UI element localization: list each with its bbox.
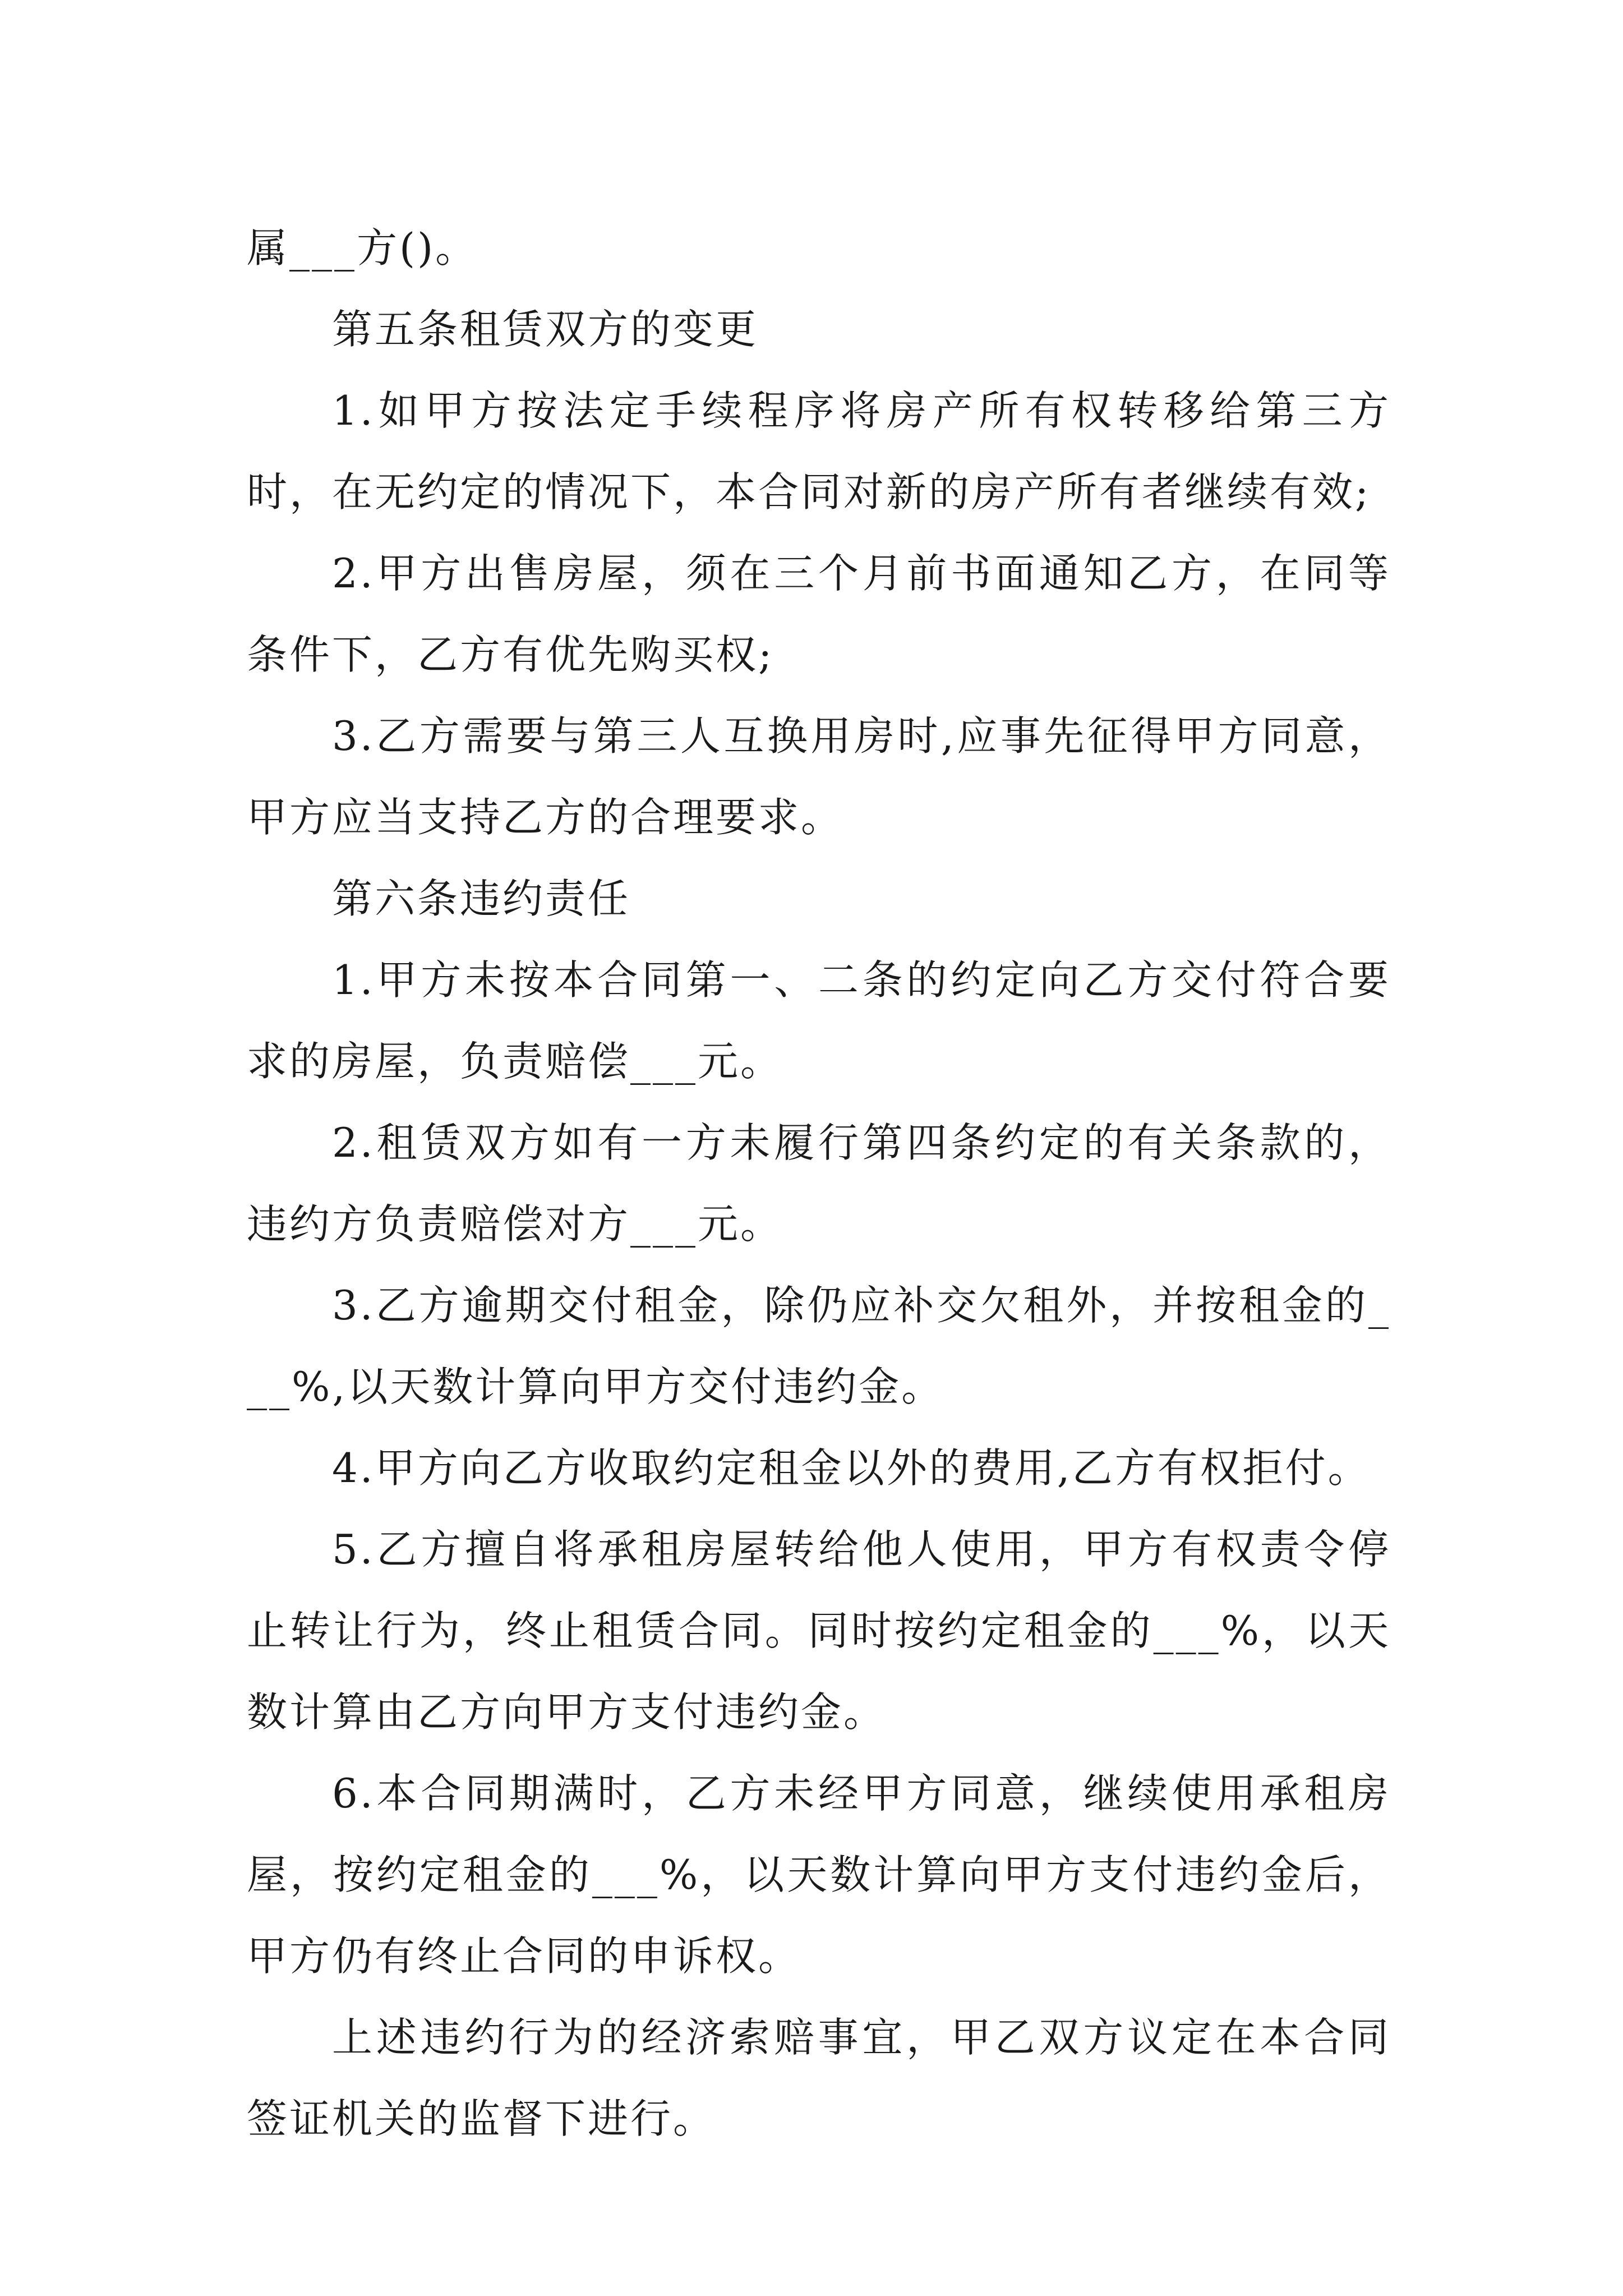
article-6-clause-1: 1.甲方未按本合同第一、二条的约定向乙方交付符合要求的房屋，负责赔偿___元。 <box>247 956 1391 1085</box>
article-6-clause-6: 6.本合同期满时，乙方未经甲方同意，继续使用承租房屋，按约定租金的___%，以天数计算向甲方支付违约金后，甲方仍有终止合同的申诉权。 <box>247 1770 1391 1980</box>
closing-paragraph: 上述违约行为的经济索赔事宜，甲乙双方议定在本合同签证机关的监督下进行。 <box>247 2014 1391 2142</box>
article-6-clause-2: 2.租赁双方如有一方未履行第四条约定的有关条款的，违约方负责赔偿对方___元。 <box>247 1119 1391 1248</box>
article-5-clause-1: 1.如甲方按法定手续程序将房产所有权转移给第三方时，在无约定的情况下，本合同对新的房产所有者继续有效; <box>247 387 1391 516</box>
section-heading-article-5: 第五条租赁双方的变更 <box>332 306 759 353</box>
article-6-clause-4: 4.甲方向乙方收取约定租金以外的费用,乙方有权拒付。 <box>332 1444 1371 1492</box>
section-heading-article-6: 第六条违约责任 <box>332 875 631 922</box>
article-6-clause-5: 5.乙方擅自将承租房屋转给他人使用，甲方有权责令停止转让行为，终止租赁合同。同时按约定租金的___%，以天数计算由乙方向甲方支付违约金。 <box>247 1526 1391 1736</box>
document-body <box>247 208 1391 2160</box>
article-5-clause-3: 3.乙方需要与第三人互换用房时,应事先征得甲方同意，甲方应当支持乙方的合理要求。 <box>247 712 1391 841</box>
article-6-clause-3: 3.乙方逾期交付租金，除仍应补交欠租外，并按租金的___%,以天数计算向甲方交付违约金。 <box>247 1282 1391 1410</box>
article-5-clause-2: 2.甲方出售房屋，须在三个月前书面通知乙方，在同等条件下，乙方有优先购买权; <box>247 550 1391 678</box>
paragraph-continuation: 属___方()。 <box>247 224 478 272</box>
